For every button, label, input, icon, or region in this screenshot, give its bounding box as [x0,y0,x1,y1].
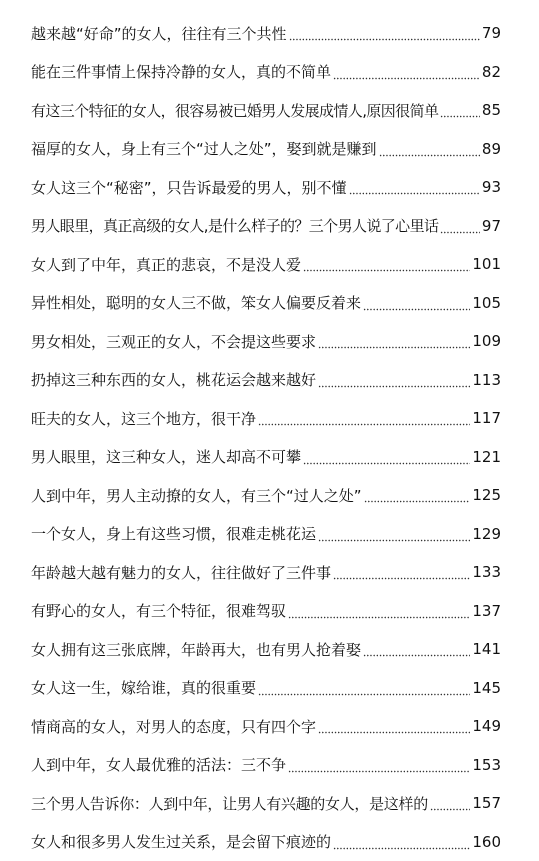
dot-leader [364,487,471,503]
dot-leader [363,641,470,657]
dot-leader [379,141,480,157]
toc-entry-page: 105 [472,294,501,312]
toc-entry-page: 79 [482,24,501,42]
toc-entry[interactable] [0,553,539,592]
toc-entry-page: 109 [472,332,501,350]
toc-entry-page: 133 [472,563,501,581]
toc-entry-page: 137 [472,602,501,620]
toc-entry[interactable] [0,284,539,323]
toc-entry[interactable] [0,438,539,477]
toc-entry-page: 113 [472,371,501,389]
toc-entry-title: 女人拥有这三张底牌，年龄再大，也有男人抢着娶 [31,639,361,660]
toc-entry[interactable] [0,669,539,708]
toc-entry-title: 有野心的女人，有三个特征，很难驾驭 [31,600,286,621]
toc-entry[interactable] [0,476,539,515]
toc-entry-title: 福厚的女人，身上有三个“过人之处”，娶到就是赚到 [31,138,377,159]
toc-entry[interactable] [0,823,539,861]
dot-leader [333,64,480,80]
toc-entry-page: 149 [472,717,501,735]
dot-leader [318,372,470,388]
toc-entry-title: 一个女人，身上有这些习惯，很难走桃花运 [31,523,316,544]
toc-entry[interactable] [0,130,539,169]
toc-entry-page: 157 [472,794,501,812]
toc-entry-title: 男人眼里，这三种女人，迷人却高不可攀 [31,446,301,467]
toc-entry[interactable] [0,245,539,284]
dot-leader [288,757,470,773]
dot-leader [440,102,480,118]
toc-entry-title: 年龄越大越有魅力的女人，往往做好了三件事 [31,562,331,583]
toc-entry-title: 人到中年，男人主动撩的女人，有三个“过人之处” [31,485,362,506]
toc-entry-title: 越来越“好命”的女人，往往有三个共性 [31,23,287,44]
table-of-contents [0,14,539,861]
toc-entry[interactable] [0,707,539,746]
dot-leader [363,295,470,311]
toc-entry[interactable] [0,207,539,246]
toc-entry-page: 129 [472,525,501,543]
dot-leader [303,256,470,272]
dot-leader [318,333,470,349]
dot-leader [430,795,470,811]
toc-entry-page: 82 [482,63,501,81]
toc-entry-title: 女人到了中年，真正的悲哀，不是没人爱 [31,254,301,275]
toc-entry[interactable] [0,399,539,438]
toc-entry[interactable] [0,168,539,207]
toc-entry[interactable] [0,361,539,400]
toc-entry-page: 160 [472,833,501,851]
toc-entry-title: 男人眼里，真正高级的女人,是什么样子的？三个男人说了心里话 [31,215,438,236]
toc-entry-page: 97 [482,217,501,235]
toc-entry-title: 能在三件事情上保持冷静的女人，真的不简单 [31,61,331,82]
toc-entry-page: 93 [482,178,501,196]
toc-entry-page: 101 [472,255,501,273]
toc-entry-title: 情商高的女人，对男人的态度，只有四个字 [31,716,316,737]
dot-leader [318,526,470,542]
dot-leader [318,718,470,734]
toc-entry[interactable] [0,91,539,130]
toc-entry-title: 异性相处，聪明的女人三不做，笨女人偏要反着来 [31,292,361,313]
toc-entry-title: 男女相处，三观正的女人，不会提这些要求 [31,331,316,352]
toc-entry-title: 旺夫的女人，这三个地方，很干净 [31,408,256,429]
toc-entry-title: 人到中年，女人最优雅的活法：三不争 [31,754,286,775]
dot-leader [333,564,470,580]
toc-entry-page: 125 [472,486,501,504]
toc-entry[interactable] [0,630,539,669]
toc-entry-title: 三个男人告诉你：人到中年，让男人有兴趣的女人，是这样的 [31,793,428,814]
toc-entry-title: 扔掉这三种东西的女人，桃花运会越来越好 [31,369,316,390]
dot-leader [258,410,470,426]
dot-leader [333,834,470,850]
toc-entry[interactable] [0,14,539,53]
dot-leader [440,218,480,234]
toc-entry[interactable] [0,53,539,92]
toc-entry-title: 有这三个特征的女人，很容易被已婚男人发展成情人,原因很简单 [31,100,438,121]
toc-entry-page: 121 [472,448,501,466]
toc-entry[interactable] [0,515,539,554]
dot-leader [258,680,470,696]
toc-entry-page: 141 [472,640,501,658]
toc-entry-page: 153 [472,756,501,774]
dot-leader [288,603,470,619]
toc-entry[interactable] [0,784,539,823]
toc-entry-title: 女人这一生，嫁给谁，真的很重要 [31,677,256,698]
dot-leader [303,449,470,465]
toc-entry-page: 145 [472,679,501,697]
toc-entry-page: 85 [482,101,501,119]
toc-entry[interactable] [0,746,539,785]
toc-entry-title: 女人和很多男人发生过关系，是会留下痕迹的 [31,831,331,852]
dot-leader [349,179,480,195]
toc-entry-page: 89 [482,140,501,158]
toc-entry-title: 女人这三个“秘密”，只告诉最爱的男人，别不懂 [31,177,347,198]
toc-entry-page: 117 [472,409,501,427]
toc-entry[interactable] [0,592,539,631]
dot-leader [289,25,480,41]
toc-entry[interactable] [0,322,539,361]
